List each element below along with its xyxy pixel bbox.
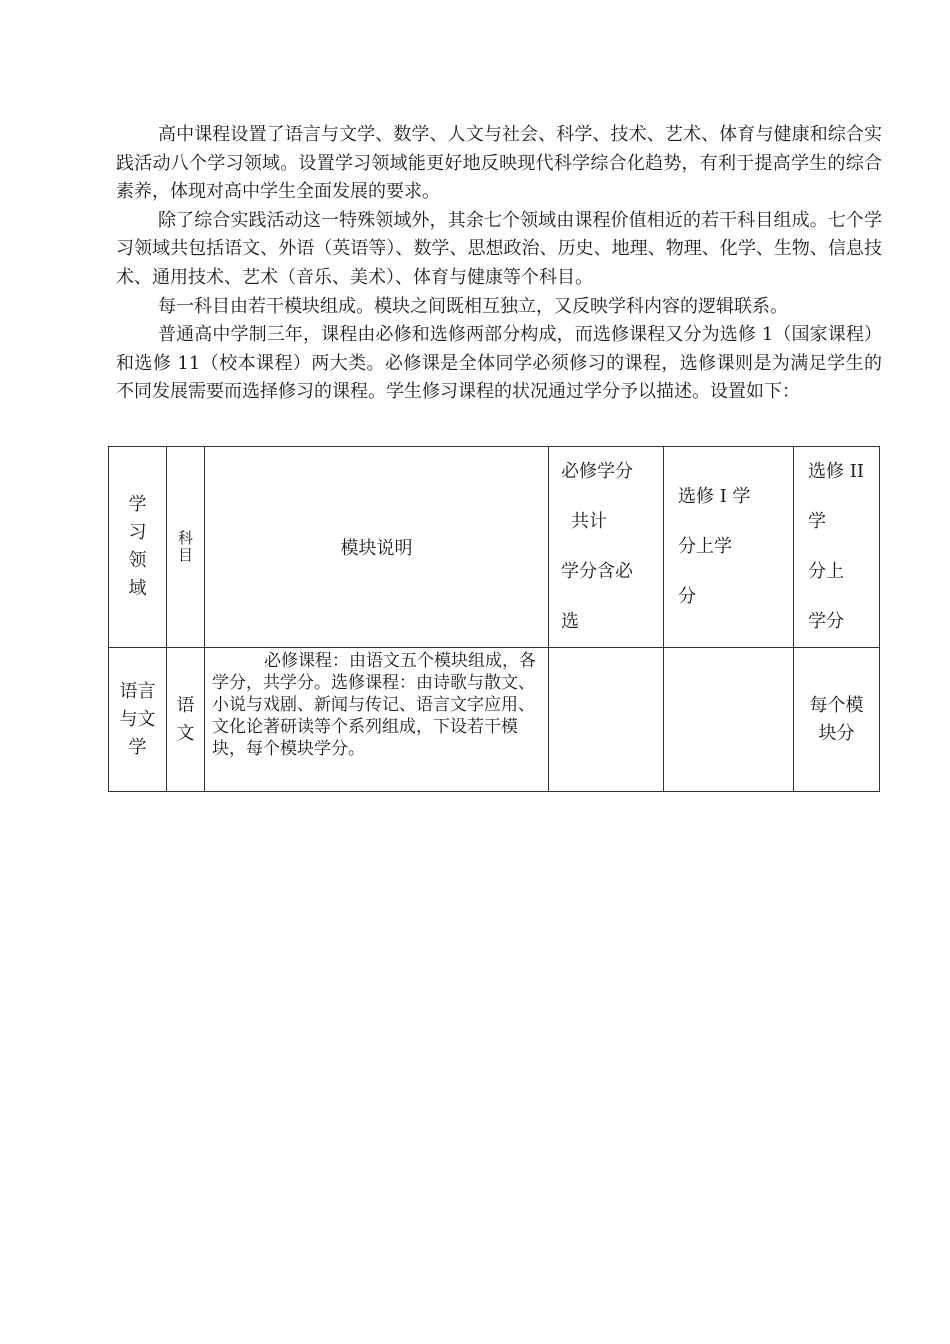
paragraph: 除了综合实践活动这一特殊领域外，其余七个领域由课程价值相近的若干科目组成。七个学习领域共包括语文、外语（英语等）、数学、思想政治、历史、地理、物理、化学、生物、信息技术、通用技术、艺术（音乐、美术）、体育与健康等个科目。 — [116, 209, 882, 288]
course-table — [108, 446, 880, 792]
body-text — [116, 121, 882, 407]
paragraph: 每一科目由若干模块组成。模块之间既相互独立，又反映学科内容的逻辑联系。 — [158, 295, 788, 317]
row-learning-area: 语言 与文 学 — [109, 648, 167, 792]
table-header-row — [109, 447, 880, 648]
header-required-credits: 必修学分 共计 学分含必 选 — [549, 447, 664, 648]
row-subject: 语 文 — [167, 648, 205, 792]
header-elective-2-credits: 选修 II 学 分上 学分 — [794, 447, 880, 648]
paragraph: 普通高中学制三年，课程由必修和选修两部分构成，而选修课程又分为选修 1（国家课程）和选修 11（校本课程）两大类。必修课是全体同学必须修习的课程，选修课则是为满足学生的不同发展需要而选择修习的课程。学生修习课程的状况通过学分予以描述。设置如下： — [116, 324, 882, 403]
header-learning-area: 学 习 领 域 — [109, 447, 167, 648]
header-elective-1-credits: 选修 I 学 分上学 分 — [664, 447, 794, 648]
table-row — [109, 648, 880, 792]
row-elective-2-credits: 每个模 块分 — [794, 648, 880, 792]
header-module-description: 模块说明 — [205, 447, 549, 648]
header-subject: 科 目 — [167, 447, 205, 648]
row-module-description: 必修课程：由语文五个模块组成，各学分，共学分。选修课程：由诗歌与散文、小说与戏剧、新闻与传记、语言文字应用、文化论著研读等个系列组成，下设若干模块，每个模块学分。 — [205, 648, 549, 792]
row-elective-1-credits — [664, 648, 794, 792]
paragraph: 高中课程设置了语言与文学、数学、人文与社会、科学、技术、艺术、体育与健康和综合实践活动八个学习领域。设置学习领域能更好地反映现代科学综合化趋势，有利于提高学生的综合素养，体现对高中学生全面发展的要求。 — [116, 124, 882, 203]
row-required-credits — [549, 648, 664, 792]
